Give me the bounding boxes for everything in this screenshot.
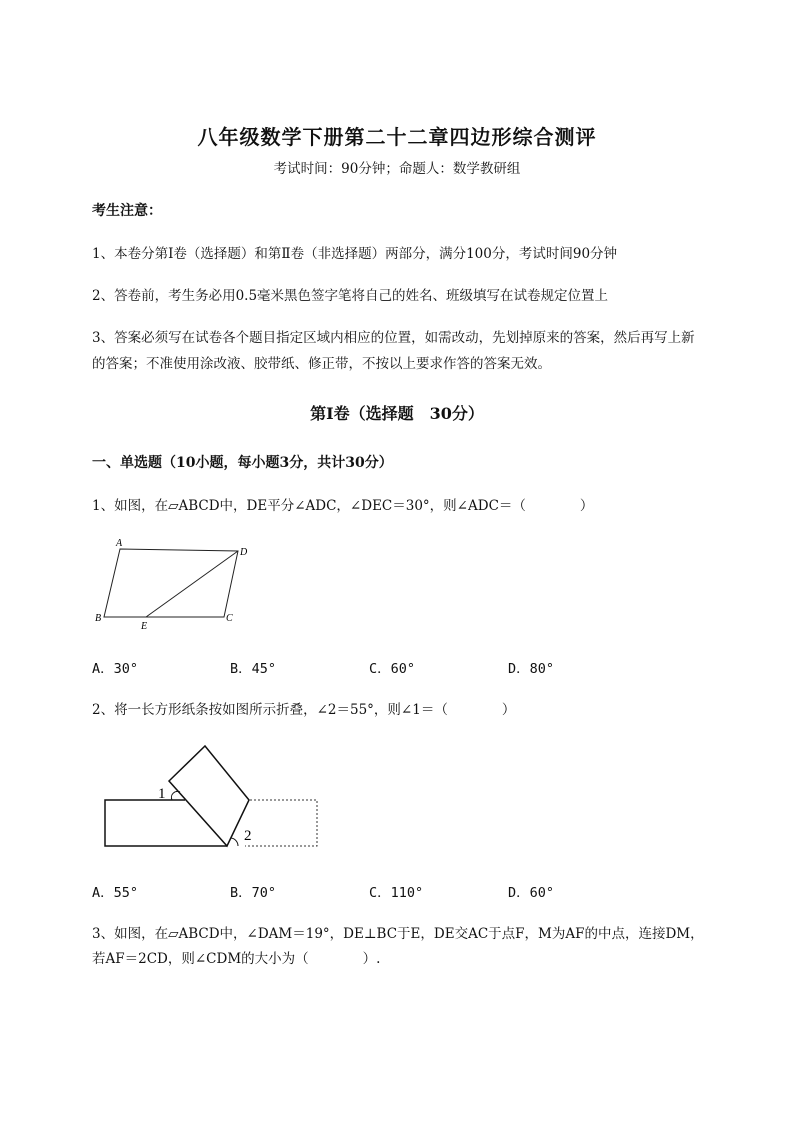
- notice-item-2: 2、答卷前，考生务必用0.5毫米黑色签字笔将自己的姓名、班级填写在试卷规定位置上: [92, 288, 609, 304]
- angle-2-arc: [231, 838, 238, 846]
- question-2-option-c[interactable]: C．110°: [369, 885, 424, 901]
- label-a: A: [116, 538, 123, 549]
- folded-flap: [169, 746, 249, 846]
- label-b: B: [95, 613, 102, 624]
- notice-item-1: 1、本卷分第I卷（选择题）和第Ⅱ卷（非选择题）两部分，满分100分，考试时间90分钟: [92, 246, 618, 262]
- parallelogram-abcd: [104, 549, 238, 617]
- exam-title: 八年级数学下册第二十二章四边形综合测评: [197, 125, 597, 149]
- question-1-figure: [90, 535, 260, 635]
- question-2-figure: [100, 740, 325, 852]
- label-e: E: [141, 621, 148, 632]
- question-2-option-d[interactable]: D．60°: [508, 885, 555, 901]
- notice-item-3: 3、答案必须写在试卷各个题目指定区域内相应的位置，如需改动，先划掉原来的答案，然后再写上新: [92, 330, 695, 346]
- question-1-option-c[interactable]: C．60°: [369, 661, 416, 677]
- question-1-option-b[interactable]: B．45°: [230, 661, 277, 677]
- section-title: 第I卷（选择题 30分）: [310, 404, 484, 423]
- question-1-option-d[interactable]: D．80°: [508, 661, 555, 677]
- label-d: D: [240, 547, 248, 558]
- exam-subtitle: 考试时间：90分钟；命题人：数学教研组: [273, 161, 521, 177]
- question-3-text-line-1: 3、如图，在▱ABCD中，∠DAM＝19°，DE⊥BC于E，DE交AC于点F，M为AF的中点，连接DM，: [92, 926, 704, 942]
- question-1-option-a[interactable]: A．30°: [92, 661, 139, 677]
- angle-1-label: 1: [158, 786, 166, 802]
- question-3-text-line-2: 若AF＝2CD，则∠CDM的大小为（ ）.: [92, 951, 381, 967]
- part-heading: 一、单选题（10小题，每小题3分，共计30分）: [92, 455, 393, 471]
- question-2-text: 2、将一长方形纸条按如图所示折叠，∠2＝55°，则∠1＝（ ）: [92, 702, 516, 718]
- notice-heading: 考生注意：: [92, 203, 162, 219]
- question-2-option-b[interactable]: B．70°: [230, 885, 277, 901]
- segment-de: [146, 551, 238, 617]
- question-2-option-a[interactable]: A．55°: [92, 885, 139, 901]
- question-1-text: 1、如图，在▱ABCD中，DE平分∠ADC，∠DEC＝30°，则∠ADC＝（ ）: [92, 498, 594, 514]
- notice-item-3-cont: 的答案；不准使用涂改液、胶带纸、修正带，不按以上要求作答的答案无效。: [92, 356, 551, 372]
- label-c: C: [226, 613, 233, 624]
- angle-2-label: 2: [244, 828, 252, 844]
